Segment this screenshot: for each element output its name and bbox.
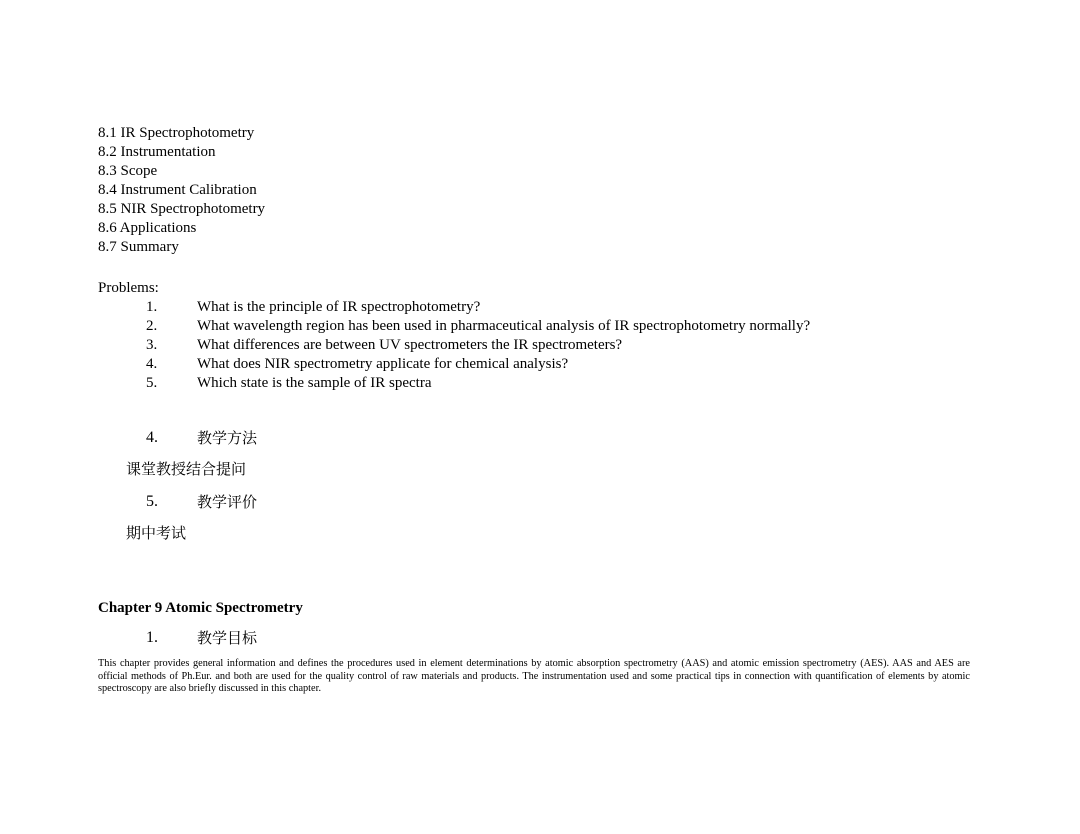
toc-item: 8.2 Instrumentation [98,144,216,160]
toc-item: 8.5 NIR Spectrophotometry [98,201,266,217]
section-title: 教学目标 [197,629,258,647]
table-of-contents [98,124,265,257]
section-title: 教学评价 [197,493,258,511]
section-number: 4. [146,429,158,446]
problems-heading: Problems: [98,280,159,296]
problem-number: 1. [146,299,158,315]
problem-text: What is the principle of IR spectrophotometry? [197,299,481,315]
toc-item: 8.1 IR Spectrophotometry [98,125,255,141]
problem-number: 2. [146,318,158,334]
problem-text: What wavelength region has been used in pharmaceutical analysis of IR spectrophotometry normally? [197,318,811,334]
teaching-method-content: 课堂教授结合提问 [126,460,247,478]
problem-text: What does NIR spectrometry applicate for chemical analysis? [197,356,569,372]
problem-number: 4. [146,356,158,372]
toc-item: 8.7 Summary [98,239,179,255]
chapter-intro-paragraph: This chapter provides general information and defines the procedures used in element determinations by atomic absorption spectrometry (AAS) and atomic emission spectrometry (AES). AAS and AES are official methods of Ph.Eur. and both are used for the quality control of raw materials and products. The instrumentation used and some practical tips in connection with quantification of elements by atomic spectroscopy are also briefly discussed in this chapter. [98,658,970,694]
toc-item: 8.3 Scope [98,163,158,179]
teaching-eval-content: 期中考试 [126,524,187,542]
section-number: 5. [146,493,158,510]
problem-text: What differences are between UV spectrometers the IR spectrometers? [197,337,623,353]
section-number: 1. [146,629,158,646]
section-title: 教学方法 [197,429,258,447]
problem-number: 5. [146,375,158,391]
problem-text: Which state is the sample of IR spectra [197,375,432,391]
toc-item: 8.4 Instrument Calibration [98,182,257,198]
chapter-title: Chapter 9 Atomic Spectrometry [98,600,303,616]
problem-number: 3. [146,337,158,353]
toc-item: 8.6 Applications [98,220,197,236]
